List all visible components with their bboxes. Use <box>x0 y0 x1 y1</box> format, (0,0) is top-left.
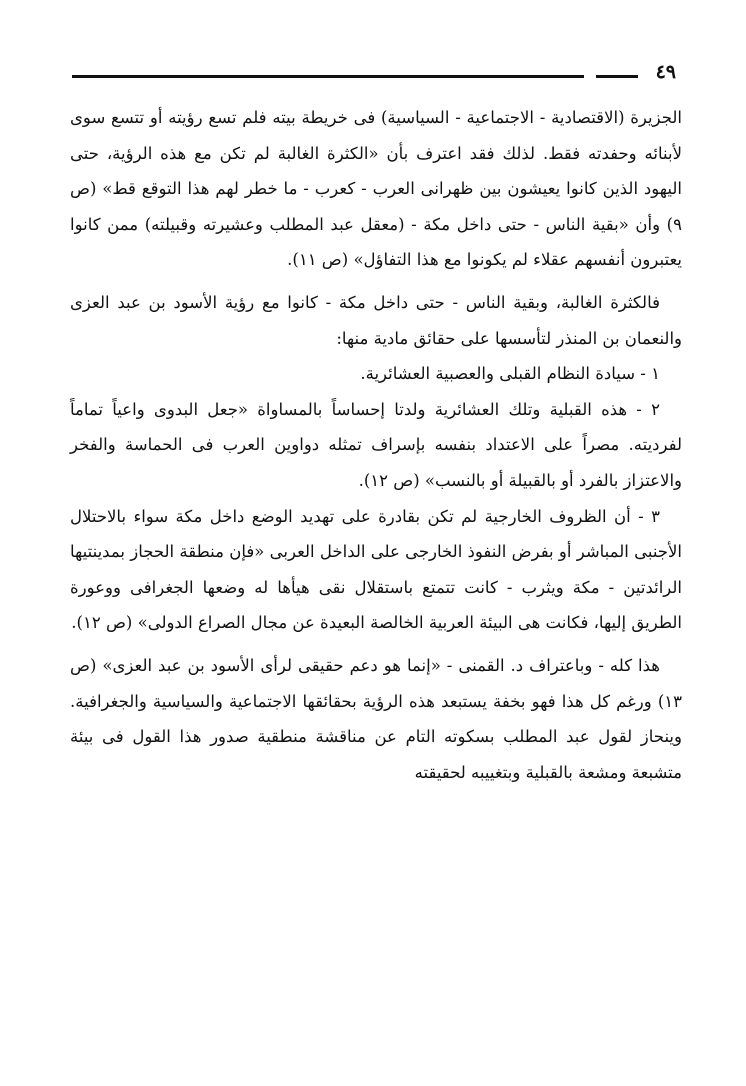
paragraph-2: فالكثرة الغالبة، وبقية الناس - حتى داخل مكة - كانوا مع رؤية الأسود بن عبد العزى والنعمان بن المنذر لتأسسها على حقائق مادية منها: <box>70 292 682 348</box>
paragraph-1: الجزيرة (الاقتصادية - الاجتماعية - السياسية) فى خريطة بيته فلم تسع رؤيته أو تتسع سوى لأبنائه وحفدته فقط. لذلك فقد اعترف بأن «الكثرة الغالبة لم تكن مع هذه الرؤية، حتى اليهود الذين كانوا يعيشون بين ظهرانى العرب - كعرب - ما خطر لهم هذا التوقع قط» (ص ٩) وأن «بقية الناس - حتى داخل مكة - (معقل عبد المطلب وعشيرته وقبيلته) ممن كانوا يعتبرون أنفسهم عقلاء لم يكونوا مع هذا التفاؤل» (ص ١١). <box>70 108 682 270</box>
header-rule-short <box>596 75 638 78</box>
list-item-2: ٢ - هذه القبلية وتلك العشائرية ولدتا إحساساً بالمساواة «جعل البدوى واعياً تماماً لفرديته. مصراً على الاعتداد بنفسه بإسراف تمثله دواوين العرب فى الحماسة والفخر والاعتزاز بالفرد أو بالقبيلة أو بالنسب» (ص ١٢). <box>70 399 682 490</box>
paragraph-3: هذا كله - وباعتراف د. القمنى - «إنما هو دعم حقيقى لرأى الأسود بن عبد العزى» (ص ١٣) ورغم كل هذا فهو بخفة يستبعد هذه الرؤية بحقائقها الاجتماعية والسياسية والجغرافية. وينحاز لقول عبد المطلب بسكوته التام عن مناقشة منطقية صدور هذا القول فى بيئة متشبعة ومشعة بالقبلية وبتغييبه لحقيقته <box>70 655 682 782</box>
page-header <box>72 60 680 90</box>
body-text <box>70 100 682 790</box>
list-item-3: ٣ - أن الظروف الخارجية لم تكن بقادرة على تهديد الوضع داخل مكة سواء بالاحتلال الأجنبى المباشر أو بفرض النفوذ الخارجى على الداخل العربى «فإن منطقة الحجاز بمدينتيها الرائدتين - مكة ويثرب - كانت تتمتع باستقلال نقى هيأها له وضعها الجغرافى ووعورة الطريق إليها، فكانت هى البيئة العربية الخالصة البعيدة عن مجال الصراع الدولى» (ص ١٢). <box>70 506 682 633</box>
list-item-1: ١ - سيادة النظام القبلى والعصبية العشائرية. <box>360 364 660 384</box>
header-rule-long <box>72 75 584 78</box>
page-number: ٤٩ <box>655 61 676 83</box>
